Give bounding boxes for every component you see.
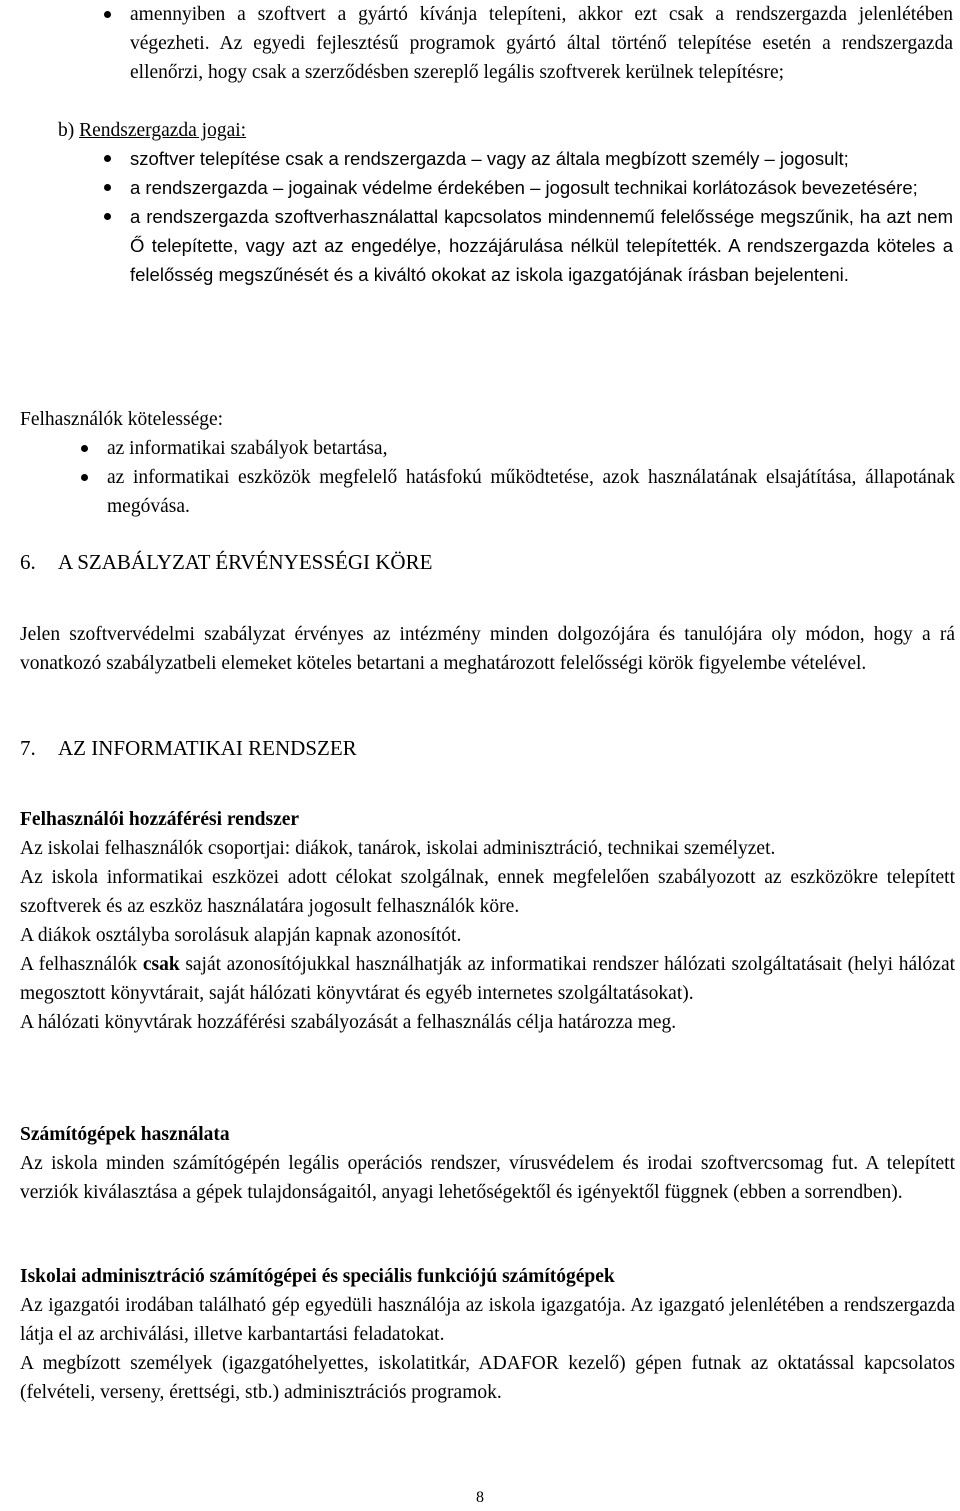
section-number: 6.: [20, 550, 36, 574]
text-run: A felhasználók: [20, 954, 138, 975]
users-duties-title: Felhasználók kötelessége:: [20, 409, 224, 430]
admin-computers-block: [20, 1262, 955, 1407]
block-b-label: b): [58, 120, 75, 141]
page-number: 8: [476, 1489, 484, 1506]
section-6-text: Jelen szoftvervédelmi szabályzat érvényes az intézmény minden dolgozójára és tanulójára oly módon, hogy a rá vonatkozó szabályzatbeli elemeket köteles betartani a meghatározott felelősségi körök figyelembe vételével.: [20, 624, 955, 674]
block-b-title: Rendszergazda jogai:: [79, 120, 247, 141]
paragraph: Az iskola minden számítógépén legális operációs rendszer, vírusvédelem és irodai szoftvercsomag fut. A telepített verziók kiválasztása a gépek tulajdonságaitól, anyagi lehetőségektől és igényektől függnek (ebben a sorrendben).: [20, 1153, 955, 1203]
paragraph: [20, 950, 955, 1008]
computers-usage-block: [20, 1120, 955, 1207]
block-b-heading: [58, 116, 246, 145]
paragraph: A diákok osztályba sorolásuk alapján kapnak azonosítót.: [20, 925, 462, 946]
list-item: a rendszergazda – jogainak védelme érdekében – jogosult technikai korlátozások bevezetésére;: [130, 173, 953, 202]
block-a-list: [130, 0, 953, 87]
emphasis-text: csak: [142, 954, 180, 975]
section-number: 7.: [20, 736, 36, 760]
list-item: a rendszergazda szoftverhasználattal kapcsolatos mindennemű felelőssége megszűnik, ha azt nem Ő telepítette, vagy azt az engedélye, hozzájárulása nélkül telepítették. A rendszergazda köteles a felelősség megszűnését és a kiváltó okokat az iskola igazgatójának írásban bejelenteni.: [130, 202, 953, 289]
paragraph: Az igazgatói irodában található gép egyedüli használója az iskola igazgatója. Az igazgató jelenlétében a rendszergazda látja el az archiválási, illetve karbantartási feladatokat.: [20, 1295, 955, 1345]
list-item: szoftver telepítése csak a rendszergazda – vagy az általa megbízott személy – jogosult;: [130, 144, 953, 173]
computers-usage-title: Számítógépek használata: [20, 1124, 230, 1145]
admin-computers-title: Iskolai adminisztráció számítógépei és speciális funkciójú számítógépek: [20, 1266, 615, 1287]
section-6-heading: [20, 548, 432, 577]
section-title: AZ INFORMATIKAI RENDSZER: [58, 736, 357, 760]
paragraph: Az iskolai felhasználók csoportjai: diákok, tanárok, iskolai adminisztráció, technikai személyzet.: [20, 838, 776, 859]
paragraph: A hálózati könyvtárak hozzáférési szabályozását a felhasználás célja határozza meg.: [20, 1012, 677, 1033]
list-item: az informatikai eszközök megfelelő hatásfokú működtetése, azok használatának elsajátítása, állapotának megóvása.: [107, 463, 955, 521]
users-duties-list: [107, 434, 955, 521]
paragraph: A megbízott személyek (igazgatóhelyettes, iskolatitkár, ADAFOR kezelő) gépen futnak az oktatással kapcsolatos (felvételi, verseny, érettségi, stb.) adminisztrációs programok.: [20, 1353, 955, 1403]
section-7-heading: [20, 734, 357, 763]
section-title: A SZABÁLYZAT ÉRVÉNYESSÉGI KÖRE: [58, 550, 433, 574]
list-item: az informatikai szabályok betartása,: [107, 434, 955, 463]
access-system-block: [20, 805, 955, 1037]
block-b-list: [130, 144, 953, 289]
list-item: amennyiben a szoftvert a gyártó kívánja telepíteni, akkor ezt csak a rendszergazda jelenlétében végezheti. Az egyedi fejlesztésű programok gyártó által történő telepítése esetén a rendszergazda ellenőrzi, hogy csak a szerződésben szereplő legális szoftverek kerülnek telepítésre;: [130, 0, 953, 87]
text-run: saját azonosítójukkal használhatják az informatikai rendszer hálózati szolgáltatásait (helyi hálózat megosztott könyvtárait, saját hálózati könyvtárat és egyéb internetes szolgáltatásokat).: [20, 954, 956, 1004]
paragraph: Az iskola informatikai eszközei adott célokat szolgálnak, ennek megfelelően szabályozott az eszközökre telepített szoftverek és az eszköz használatára jogosult felhasználók köre.: [20, 867, 955, 917]
access-system-title: Felhasználói hozzáférési rendszer: [20, 809, 300, 830]
